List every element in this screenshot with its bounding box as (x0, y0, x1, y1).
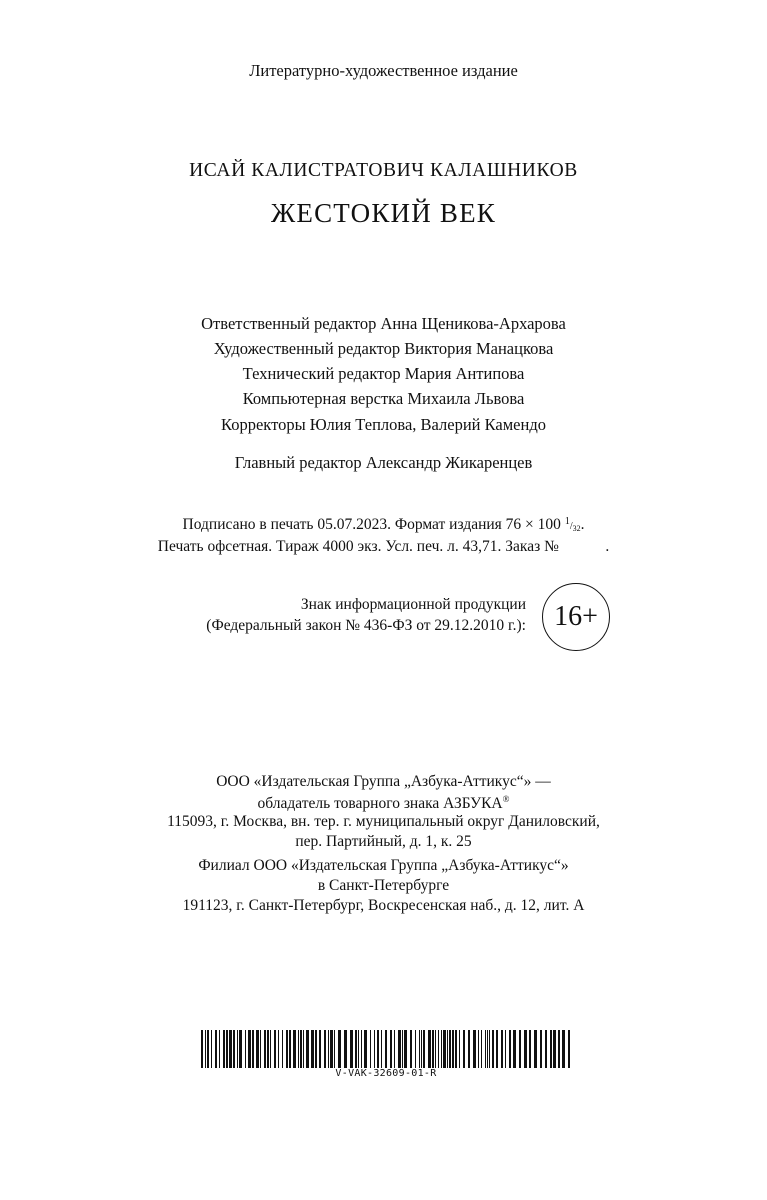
barcode-bar (463, 1030, 465, 1068)
barcode-bar (207, 1030, 209, 1068)
barcode-bar (219, 1030, 220, 1068)
barcode-bar (529, 1030, 531, 1068)
print-info-line2: Печать офсетная. Тираж 4000 экз. Усл. печ. л. 43,71. Заказ № . (157, 538, 610, 555)
barcode-bar (428, 1030, 431, 1068)
barcode-bar (443, 1030, 446, 1068)
barcode-bar (311, 1030, 314, 1068)
barcode-bar (201, 1030, 203, 1068)
barcode-bar (315, 1030, 317, 1068)
barcode-bar (264, 1030, 266, 1068)
barcode-bar (350, 1030, 353, 1068)
barcode-bar (289, 1030, 291, 1068)
publisher-trademark-text: обладатель товарного знака АЗБУКА (257, 795, 503, 812)
barcode-bar (519, 1030, 521, 1068)
barcode-bar (447, 1030, 448, 1068)
format-fraction: $^1/_{32}$ (564, 516, 581, 533)
barcode-bar (492, 1030, 494, 1068)
barcode-bar (293, 1030, 296, 1068)
barcode-bar (226, 1030, 228, 1068)
barcode-bar (358, 1030, 359, 1068)
barcode-icon (201, 1030, 571, 1068)
barcode-bar (260, 1030, 261, 1068)
barcode-bar (423, 1030, 425, 1068)
barcode-bar (415, 1030, 416, 1068)
publisher-line2 (0, 794, 767, 813)
barcode-bar (419, 1030, 420, 1068)
age-sign-label-line2: (Федеральный закон № 436-ФЗ от 29.12.2010 г.): (206, 617, 526, 634)
barcode-bar (568, 1030, 570, 1068)
barcode-bar (459, 1030, 460, 1068)
branch-address: 191123, г. Санкт-Петербург, Воскресенская наб., д. 12, лит. А (182, 897, 585, 914)
barcode-bar (534, 1030, 537, 1068)
barcode-bar (505, 1030, 506, 1068)
age-sign-label-line1: Знак информационной продукции (300, 596, 526, 613)
barcode-bar (233, 1030, 235, 1068)
print-info-line1-text: Подписано в печать 05.07.2023. Формат издания 76 × 100 (182, 516, 565, 533)
barcode-bar (355, 1030, 357, 1068)
barcode-bar (239, 1030, 242, 1068)
barcode-bar (324, 1030, 326, 1068)
credit-layout: Компьютерная верстка Михаила Львова (242, 389, 525, 408)
barcode-bar (248, 1030, 251, 1068)
chief-editor: Главный редактор Александр Жикаренцев (234, 453, 533, 472)
barcode-bar (487, 1030, 488, 1068)
barcode-bar (338, 1030, 341, 1068)
barcode-bar (435, 1030, 436, 1068)
barcode-bar (478, 1030, 479, 1068)
branch-line1: Филиал ООО «Издательская Группа „Азбука-Аттикус“» (198, 857, 569, 874)
barcode-bar (438, 1030, 439, 1068)
barcode-bar (455, 1030, 457, 1068)
barcode-bar (381, 1030, 382, 1068)
barcode-bar (377, 1030, 379, 1068)
barcode-bar (237, 1030, 238, 1068)
registered-mark-icon: ® (502, 794, 510, 804)
barcode-bar (513, 1030, 516, 1068)
barcode-bar (394, 1030, 395, 1068)
barcode-bar (300, 1030, 302, 1068)
barcode-bar (402, 1030, 403, 1068)
barcode-bar (298, 1030, 299, 1068)
barcode-bar (558, 1030, 560, 1068)
barcode-bar (374, 1030, 375, 1068)
barcode-bar (540, 1030, 542, 1068)
barcode-bar (370, 1030, 371, 1068)
barcode-bar (274, 1030, 276, 1068)
barcode-bar (211, 1030, 212, 1068)
barcode-code: V-VAK-32609-01-R (335, 1068, 437, 1079)
barcode-bar (410, 1030, 412, 1068)
barcode-bar (485, 1030, 486, 1068)
barcode-bar (245, 1030, 246, 1068)
barcode-bar (306, 1030, 309, 1068)
barcode-bar (545, 1030, 547, 1068)
barcode-bar (361, 1030, 362, 1068)
barcode-bar (553, 1030, 556, 1068)
barcode-bar (390, 1030, 392, 1068)
barcode-bar (256, 1030, 259, 1068)
age-rating-text: 16+ (554, 601, 598, 632)
credit-technical-editor: Технический редактор Мария Антипова (242, 364, 525, 383)
barcode-bar (215, 1030, 217, 1068)
branch-line2: в Санкт-Петербурге (317, 877, 450, 894)
barcode-bar (449, 1030, 451, 1068)
barcode-bar (267, 1030, 269, 1068)
barcode-bar (270, 1030, 271, 1068)
barcode-bar (229, 1030, 232, 1068)
barcode-bar (328, 1030, 329, 1068)
barcode-bar (501, 1030, 503, 1068)
barcode-bar (473, 1030, 476, 1068)
barcode-bar (319, 1030, 321, 1068)
barcode-bar (278, 1030, 279, 1068)
barcode-bar (282, 1030, 283, 1068)
credit-proofreaders: Корректоры Юлия Теплова, Валерий Камендо (221, 415, 546, 434)
barcode-bar (404, 1030, 407, 1068)
publisher-line1: ООО «Издательская Группа „Азбука-Аттикус“» — (216, 773, 551, 790)
barcode-bar (252, 1030, 254, 1068)
barcode-bar (398, 1030, 401, 1068)
author-name: ИСАЙ КАЛИСТРАТОВИЧ КАЛАШНИКОВ (189, 160, 578, 181)
barcode-bar (286, 1030, 288, 1068)
publisher-address-line2: пер. Партийный, д. 1, к. 25 (295, 833, 472, 850)
credit-art-editor: Художественный редактор Виктория Манацкова (213, 339, 554, 358)
age-rating-badge (542, 583, 610, 651)
barcode-bar (205, 1030, 206, 1068)
book-title: ЖЕСТОКИЙ ВЕК (271, 198, 496, 228)
edition-type: Литературно-художественное издание (249, 61, 518, 80)
barcode-bar (432, 1030, 434, 1068)
barcode-bar (509, 1030, 511, 1068)
barcode-bar (489, 1030, 490, 1068)
barcode-bar (421, 1030, 422, 1068)
barcode-bar (303, 1030, 304, 1068)
barcode-bar (385, 1030, 387, 1068)
barcode-bar (481, 1030, 482, 1068)
barcode-bar (524, 1030, 527, 1068)
barcode-bar (364, 1030, 367, 1068)
barcode-bar (223, 1030, 225, 1068)
barcode-bar (562, 1030, 565, 1068)
barcode-bar (550, 1030, 552, 1068)
credit-responsible-editor: Ответственный редактор Анна Щеникова-Архарова (201, 314, 566, 333)
barcode-bar (441, 1030, 442, 1068)
publisher-address-line1: 115093, г. Москва, вн. тер. г. муниципальный округ Даниловский, (167, 813, 600, 830)
barcode-bar (496, 1030, 498, 1068)
print-info-line1: Подписано в печать 05.07.2023. Формат издания 76 × 100 $^1/_{32}$. (182, 516, 585, 533)
barcode-bar (344, 1030, 347, 1068)
barcode-bar (452, 1030, 454, 1068)
barcode-bar (468, 1030, 470, 1068)
barcode-bar (330, 1030, 333, 1068)
barcode-bar (334, 1030, 335, 1068)
